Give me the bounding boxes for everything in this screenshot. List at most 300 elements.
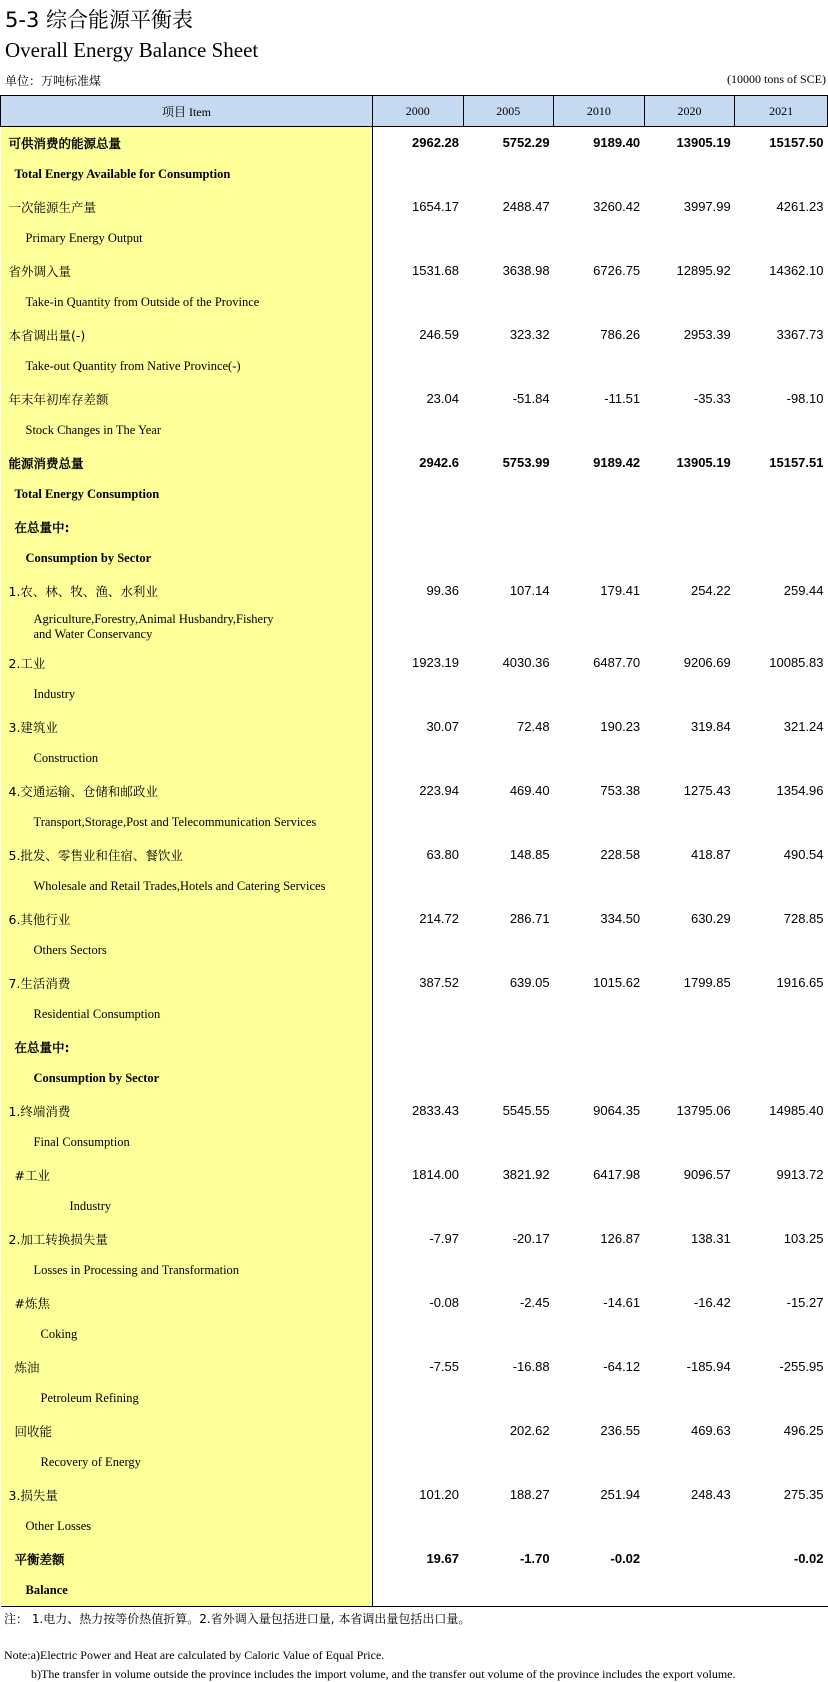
row-value	[735, 1575, 828, 1607]
row-label: 1.农、林、牧、渔、水利业	[1, 575, 373, 607]
row-value	[644, 511, 735, 543]
row-value	[735, 999, 828, 1031]
header-year: 2010	[554, 96, 645, 127]
row-value	[644, 607, 735, 647]
row-value	[463, 999, 554, 1031]
row-value	[554, 1319, 645, 1351]
row-value: 188.27	[509, 1487, 550, 1502]
row-value	[372, 999, 463, 1031]
row-value: 103.25	[783, 1231, 824, 1246]
row-value: 2833.43	[412, 1103, 459, 1118]
table-row	[1, 255, 828, 287]
row-value	[463, 1031, 554, 1063]
header-year: 2021	[735, 96, 828, 127]
row-value: 72.48	[517, 719, 550, 734]
row-value: 3997.99	[683, 199, 731, 214]
table-row	[1, 447, 828, 479]
table-row	[1, 1351, 828, 1383]
row-label: 2.工业	[1, 647, 373, 679]
table-row	[1, 807, 828, 839]
row-value	[644, 159, 735, 191]
row-value	[463, 807, 554, 839]
row-value: 15157.50	[769, 135, 824, 151]
row-value	[644, 287, 735, 319]
row-value	[372, 1127, 463, 1159]
row-value	[735, 1319, 828, 1351]
row-value: 248.43	[690, 1487, 731, 1502]
row-value	[372, 415, 463, 447]
row-value: 321.24	[783, 719, 824, 734]
row-value	[644, 1191, 735, 1223]
row-value	[644, 743, 735, 775]
row-value	[644, 223, 735, 255]
row-value: 728.85	[783, 911, 824, 926]
row-value: 786.26	[600, 327, 641, 342]
row-value: 138.31	[690, 1231, 731, 1246]
row-value	[463, 479, 554, 511]
row-value	[735, 679, 828, 711]
table-row	[1, 1127, 828, 1159]
table-row	[1, 775, 828, 807]
row-value: 6417.98	[593, 1167, 641, 1182]
row-value	[735, 351, 828, 383]
row-value	[554, 479, 645, 511]
row-value: -14.61	[603, 1295, 641, 1310]
table-row	[1, 1191, 828, 1223]
row-value: -255.95	[779, 1359, 824, 1374]
table-row	[1, 1511, 828, 1543]
row-value	[463, 607, 554, 647]
row-value	[372, 1319, 463, 1351]
row-value: -0.02	[610, 1551, 641, 1566]
row-value	[644, 415, 735, 447]
row-value	[463, 871, 554, 903]
row-label: Others Sectors	[1, 935, 373, 967]
row-value	[735, 1447, 828, 1479]
row-value: 630.29	[690, 911, 731, 926]
row-value: -35.33	[693, 391, 731, 406]
row-value: 223.94	[419, 783, 459, 798]
row-label: Residential Consumption	[1, 999, 373, 1031]
page-title-en: Overall Energy Balance Sheet	[5, 38, 259, 62]
row-value	[735, 935, 828, 967]
row-label: Coking	[1, 1319, 373, 1351]
row-value	[372, 679, 463, 711]
row-value	[735, 1191, 828, 1223]
row-value: 228.58	[600, 847, 641, 862]
row-value: 3638.98	[502, 263, 550, 278]
row-value	[735, 543, 828, 575]
row-label: 2.加工转换损失量	[1, 1223, 373, 1255]
row-value	[372, 871, 463, 903]
table-row	[1, 1063, 828, 1095]
row-value	[735, 1127, 828, 1159]
table-row	[1, 1479, 828, 1511]
row-value: 2962.28	[412, 135, 459, 151]
row-value	[463, 159, 554, 191]
row-label: Wholesale and Retail Trades,Hotels and Catering Services	[1, 871, 373, 903]
row-value: 2488.47	[502, 199, 550, 214]
row-value: 14985.40	[769, 1103, 824, 1118]
row-value	[735, 807, 828, 839]
row-value	[372, 511, 463, 543]
row-label: Losses in Processing and Transformation	[1, 1255, 373, 1287]
row-value	[644, 935, 735, 967]
row-value	[554, 935, 645, 967]
table-row	[1, 1543, 828, 1575]
row-value: 63.80	[426, 847, 459, 862]
row-label: Petroleum Refining	[1, 1383, 373, 1415]
row-label: Balance	[1, 1575, 373, 1607]
row-value	[644, 999, 735, 1031]
row-label: Recovery of Energy	[1, 1447, 373, 1479]
row-value: 15157.51	[769, 455, 824, 470]
row-value	[554, 159, 645, 191]
table-row	[1, 935, 828, 967]
row-label: Agriculture,Forestry,Animal Husbandry,Fishery and Water Conservancy	[1, 607, 373, 647]
row-value: 251.94	[600, 1487, 641, 1502]
row-value: 6726.75	[593, 263, 641, 278]
row-label: 6.其他行业	[1, 903, 373, 935]
row-value: 496.25	[783, 1423, 824, 1438]
unit-label-en: (10000 tons of SCE)	[727, 72, 826, 86]
row-value: 5753.99	[502, 455, 550, 470]
row-value	[372, 1255, 463, 1287]
table-row	[1, 743, 828, 775]
row-value	[735, 1255, 828, 1287]
row-value	[372, 607, 463, 647]
row-value: 319.84	[690, 719, 731, 734]
row-value	[735, 223, 828, 255]
row-label: Industry	[1, 1191, 373, 1223]
row-value	[554, 351, 645, 383]
row-value	[554, 607, 645, 647]
row-value	[735, 159, 828, 191]
table-row	[1, 1575, 828, 1607]
row-value	[735, 415, 828, 447]
row-label: 7.生活消费	[1, 967, 373, 999]
row-value	[554, 743, 645, 775]
row-value	[372, 743, 463, 775]
row-label: 1.终端消费	[1, 1095, 373, 1127]
table-row	[1, 543, 828, 575]
row-value	[644, 871, 735, 903]
row-value: -185.94	[686, 1359, 731, 1374]
row-value	[735, 1511, 828, 1543]
note-en-a: Note:a)Electric Power and Heat are calculated by Caloric Value of Equal Price.	[4, 1648, 385, 1662]
row-value	[644, 1447, 735, 1479]
table-row	[1, 1095, 828, 1127]
row-value: 1814.00	[412, 1167, 459, 1182]
row-value: 490.54	[783, 847, 824, 862]
row-label: 能源消费总量	[1, 447, 373, 479]
row-value	[372, 1031, 463, 1063]
row-value: 9206.69	[683, 655, 731, 670]
row-value	[372, 1447, 463, 1479]
row-label: Consumption by Sector	[1, 1063, 373, 1095]
row-value: 236.55	[600, 1423, 641, 1438]
row-label: #工业	[1, 1159, 373, 1191]
row-value	[735, 479, 828, 511]
row-value: 286.71	[509, 911, 550, 926]
row-value	[644, 1319, 735, 1351]
row-label: 3.建筑业	[1, 711, 373, 743]
row-value	[372, 1383, 463, 1415]
row-value	[735, 287, 828, 319]
row-value: 13795.06	[676, 1103, 731, 1118]
row-value	[463, 1063, 554, 1095]
row-value: 246.59	[419, 327, 459, 342]
row-value: 13905.19	[676, 135, 731, 151]
row-value: 14362.10	[769, 263, 824, 278]
row-label: 在总量中:	[1, 511, 373, 543]
table-row	[1, 1223, 828, 1255]
row-value: 1923.19	[412, 655, 459, 670]
row-value: 5752.29	[502, 135, 550, 151]
row-value: 179.41	[600, 583, 641, 598]
row-value: 12895.92	[676, 263, 731, 278]
row-value: -15.27	[786, 1295, 824, 1310]
table-row	[1, 319, 828, 351]
row-value	[372, 479, 463, 511]
row-value	[644, 1063, 735, 1095]
row-value	[644, 351, 735, 383]
table-body	[1, 127, 828, 1607]
row-value: 275.35	[783, 1487, 824, 1502]
row-value	[644, 807, 735, 839]
row-value	[554, 223, 645, 255]
row-value	[372, 159, 463, 191]
row-label: Stock Changes in The Year	[1, 415, 373, 447]
table-row	[1, 511, 828, 543]
table-row	[1, 1287, 828, 1319]
row-value: 387.52	[419, 975, 459, 990]
row-value	[372, 807, 463, 839]
row-value	[463, 1319, 554, 1351]
row-value	[554, 871, 645, 903]
row-value	[644, 543, 735, 575]
row-label: 回收能	[1, 1415, 373, 1447]
row-label: 省外调入量	[1, 255, 373, 287]
row-value: -0.02	[793, 1551, 824, 1566]
row-value	[463, 223, 554, 255]
row-value	[463, 1447, 554, 1479]
row-value: 1916.65	[776, 975, 824, 990]
row-label: 3.损失量	[1, 1479, 373, 1511]
header-year: 2005	[463, 96, 554, 127]
table-row	[1, 287, 828, 319]
table-row	[1, 903, 828, 935]
row-label: 本省调出量(-)	[1, 319, 373, 351]
row-value	[463, 287, 554, 319]
row-value: 202.62	[509, 1423, 550, 1438]
row-label: Take-out Quantity from Native Province(-)	[1, 351, 373, 383]
table-row	[1, 839, 828, 871]
row-value: 1531.68	[412, 263, 459, 278]
row-value: 9189.42	[593, 455, 641, 470]
row-label: 可供消费的能源总量	[1, 127, 373, 159]
row-value	[554, 1383, 645, 1415]
row-value: 259.44	[783, 583, 824, 598]
row-value: 13905.19	[676, 455, 731, 470]
row-value: 101.20	[419, 1487, 459, 1502]
unit-label-cn: 单位：万吨标准煤	[5, 74, 102, 88]
row-value: -11.51	[604, 391, 641, 406]
row-value	[372, 543, 463, 575]
row-value: 254.22	[690, 583, 731, 598]
row-value: 9096.57	[683, 1167, 731, 1182]
row-value: -98.10	[786, 391, 824, 406]
row-value: -16.88	[512, 1359, 550, 1374]
row-value	[554, 1191, 645, 1223]
row-value	[735, 511, 828, 543]
row-label: Final Consumption	[1, 1127, 373, 1159]
row-value: 6487.70	[593, 655, 641, 670]
row-value: 9913.72	[776, 1167, 824, 1182]
row-value	[554, 1127, 645, 1159]
header-item: 项目 Item	[1, 96, 373, 127]
row-label: 在总量中:	[1, 1031, 373, 1063]
table-row	[1, 1031, 828, 1063]
row-label: 年末年初库存差额	[1, 383, 373, 415]
header-year: 2000	[372, 96, 463, 127]
row-value: -16.42	[693, 1295, 731, 1310]
row-value: 2942.6	[419, 455, 459, 470]
row-value: 107.14	[509, 583, 550, 598]
row-value: 99.36	[426, 583, 459, 598]
row-value	[463, 743, 554, 775]
row-value: 148.85	[509, 847, 550, 862]
row-value	[554, 807, 645, 839]
table-row	[1, 1383, 828, 1415]
row-value: 1275.43	[683, 783, 731, 798]
row-value: 1354.96	[776, 783, 824, 798]
row-value: 9189.40	[593, 135, 641, 151]
row-value: 1654.17	[412, 199, 459, 214]
row-label: Total Energy Consumption	[1, 479, 373, 511]
row-value	[735, 743, 828, 775]
row-label: Transport,Storage,Post and Telecommunication Services	[1, 807, 373, 839]
row-value: 214.72	[419, 911, 459, 926]
row-value: 3821.92	[502, 1167, 550, 1182]
row-label: 5.批发、零售业和住宿、餐饮业	[1, 839, 373, 871]
row-value	[463, 1191, 554, 1223]
header-year: 2020	[644, 96, 735, 127]
row-value	[554, 287, 645, 319]
row-value: -20.17	[512, 1231, 550, 1246]
row-value	[644, 1031, 735, 1063]
page-title-cn: 5-3 综合能源平衡表	[5, 8, 193, 32]
row-value	[644, 1127, 735, 1159]
row-value: -51.84	[512, 391, 550, 406]
table-row	[1, 575, 828, 607]
table-row	[1, 647, 828, 679]
row-value	[735, 1063, 828, 1095]
table-row	[1, 1447, 828, 1479]
row-value: -1.70	[519, 1551, 550, 1566]
row-value: 5545.55	[502, 1103, 550, 1118]
row-value: 639.05	[509, 975, 550, 990]
row-value: 190.23	[600, 719, 641, 734]
row-value	[554, 1575, 645, 1607]
row-label: Total Energy Available for Consumption	[1, 159, 373, 191]
row-value	[554, 415, 645, 447]
row-value	[463, 679, 554, 711]
row-value: -2.45	[519, 1295, 550, 1310]
row-value	[735, 1383, 828, 1415]
row-label: 4.交通运输、仓储和邮政业	[1, 775, 373, 807]
energy-balance-table	[0, 95, 828, 1607]
table-row	[1, 1319, 828, 1351]
row-value	[644, 1255, 735, 1287]
row-value	[554, 1255, 645, 1287]
row-value	[372, 1511, 463, 1543]
row-value	[372, 351, 463, 383]
table-row	[1, 159, 828, 191]
row-value	[463, 1383, 554, 1415]
row-value	[644, 1543, 735, 1575]
row-value	[644, 679, 735, 711]
row-value: 1799.85	[683, 975, 731, 990]
table-row	[1, 711, 828, 743]
row-value	[735, 607, 828, 647]
row-value	[644, 1511, 735, 1543]
row-value: -64.12	[603, 1359, 641, 1374]
row-value: 23.04	[426, 391, 459, 406]
table-row	[1, 1159, 828, 1191]
table-row	[1, 351, 828, 383]
row-label: Construction	[1, 743, 373, 775]
row-value	[554, 543, 645, 575]
row-value	[554, 679, 645, 711]
row-value: -7.55	[429, 1359, 459, 1374]
row-value	[372, 1415, 463, 1447]
row-value	[372, 1575, 463, 1607]
row-value: 30.07	[426, 719, 459, 734]
row-value: 4030.36	[502, 655, 550, 670]
row-value	[554, 511, 645, 543]
row-label: Consumption by Sector	[1, 543, 373, 575]
row-value	[463, 935, 554, 967]
row-value	[463, 1575, 554, 1607]
row-label: 炼油	[1, 1351, 373, 1383]
row-value: 2953.39	[683, 327, 731, 342]
table-row	[1, 191, 828, 223]
row-label: Primary Energy Output	[1, 223, 373, 255]
row-value	[735, 871, 828, 903]
row-value: 469.40	[509, 783, 550, 798]
row-value: 9064.35	[593, 1103, 641, 1118]
row-value	[372, 1191, 463, 1223]
table-row	[1, 1415, 828, 1447]
row-value	[463, 1127, 554, 1159]
row-value: 4261.23	[776, 199, 824, 214]
row-value: -7.97	[429, 1231, 459, 1246]
row-value: -0.08	[429, 1295, 459, 1310]
row-value	[463, 1511, 554, 1543]
row-value	[554, 1031, 645, 1063]
row-value	[372, 935, 463, 967]
table-header-row	[1, 96, 828, 127]
table-row	[1, 223, 828, 255]
row-value: 10085.83	[769, 655, 824, 670]
note-cn: 注： 1.电力、热力按等价热值折算。2.省外调入量包括进口量, 本省调出量包括出口量。	[4, 1612, 471, 1626]
row-value	[372, 287, 463, 319]
row-value	[644, 1383, 735, 1415]
row-value	[463, 415, 554, 447]
table-row	[1, 415, 828, 447]
table-row	[1, 383, 828, 415]
